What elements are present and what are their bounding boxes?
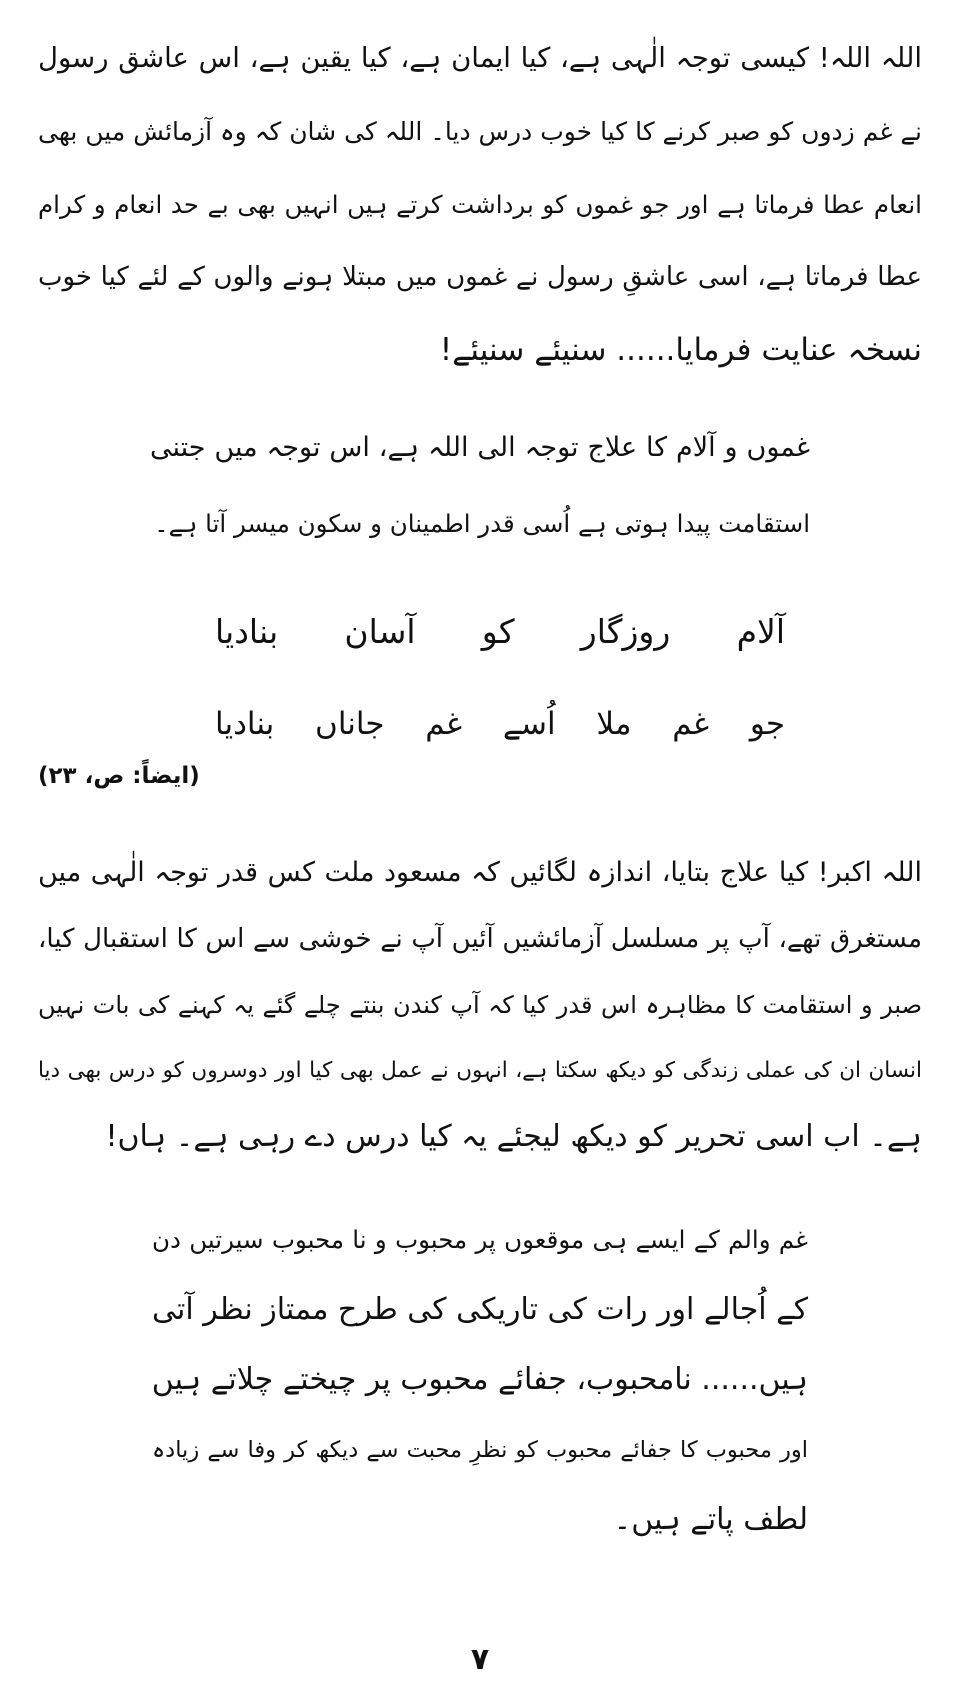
verse-line: آلام روزگار کو آسان بنادیا [215, 612, 785, 651]
quote-line: اور محبوب کا جفائے محبوب کو نظرِ محبت سے دیکھ کر وفا سے زیادہ [152, 1437, 808, 1463]
quote-line: غموں و آلام کا علاج توجہ الی اللہ ہے، اس توجہ میں جتنی [150, 432, 810, 463]
paragraph-line: انسان ان کی عملی زندگی کو دیکھ سکتا ہے، انہوں نے عمل بھی کیا اور دوسروں کو درس بھی دیا [38, 1058, 922, 1083]
quote-line: کے اُجالے اور رات کی تاریکی کی طرح ممتاز نظر آتی [152, 1292, 808, 1327]
page-number: ۷ [470, 1642, 490, 1677]
paragraph-line: عطا فرماتا ہے، اسی عاشقِ رسول نے غموں میں مبتلا ہونے والوں کے لئے کیا خوب [38, 262, 922, 292]
paragraph-2 [38, 840, 922, 1170]
paragraph-1 [38, 22, 922, 387]
quote-line: لطف پاتے ہیں۔ [613, 1502, 808, 1537]
citation-reference: (ایضاً: ص، ۲۳) [38, 763, 200, 789]
quote-line: ہیں...... نامحبوب، جفائے محبوب پر چیختے چلاتے ہیں [151, 1362, 808, 1397]
quote-2 [152, 1205, 808, 1555]
paragraph-line: مستغرق تھے، آپ پر مسلسل آزمائشیں آئیں آپ نے خوشی سے اس کا استقبال کیا، [38, 924, 922, 954]
paragraph-line: اللہ اکبر! کیا علاج بتایا، اندازہ لگائیں کہ مسعود ملت کس قدر توجہ الٰہی میں [38, 857, 922, 888]
paragraph-line: صبر و استقامت کا مظاہرہ اس قدر کیا کہ آپ کندن بنتے چلے گئے یہ کہنے کی بات نہیں [38, 991, 922, 1019]
verse-line: جو غم ملا اُسے غم جاناں بنادیا [215, 706, 785, 742]
paragraph-line: نے غم زدوں کو صبر کرنے کا کیا خوب درس دیا۔ اللہ کی شان کہ وہ آزمائش میں بھی [38, 117, 922, 146]
quote-1 [150, 410, 810, 562]
quote-line: استقامت پیدا ہوتی ہے اُسی قدر اطمینان و سکون میسر آتا ہے۔ [154, 509, 810, 538]
paragraph-line: اللہ اللہ! کیسی توجہ الٰہی ہے، کیا ایمان ہے، کیا یقین ہے، اس عاشق رسول [38, 42, 922, 74]
paragraph-line: انعام عطا فرماتا ہے اور جو غموں کو برداشت کرتے ہیں انہیں بھی بے حد انعام و کرام [38, 190, 922, 219]
paragraph-line: ہے۔ اب اسی تحریر کو دیکھ لیجئے یہ کیا درس دے رہی ہے۔ ہاں! [105, 1119, 922, 1154]
paragraph-line: نسخہ عنایت فرمایا...... سنیئے سنیئے! [439, 332, 922, 368]
poetry-couplet [215, 585, 785, 771]
quote-line: غم والم کے ایسے ہی موقعوں پر محبوب و نا محبوب سیرتیں دن [152, 1225, 808, 1254]
